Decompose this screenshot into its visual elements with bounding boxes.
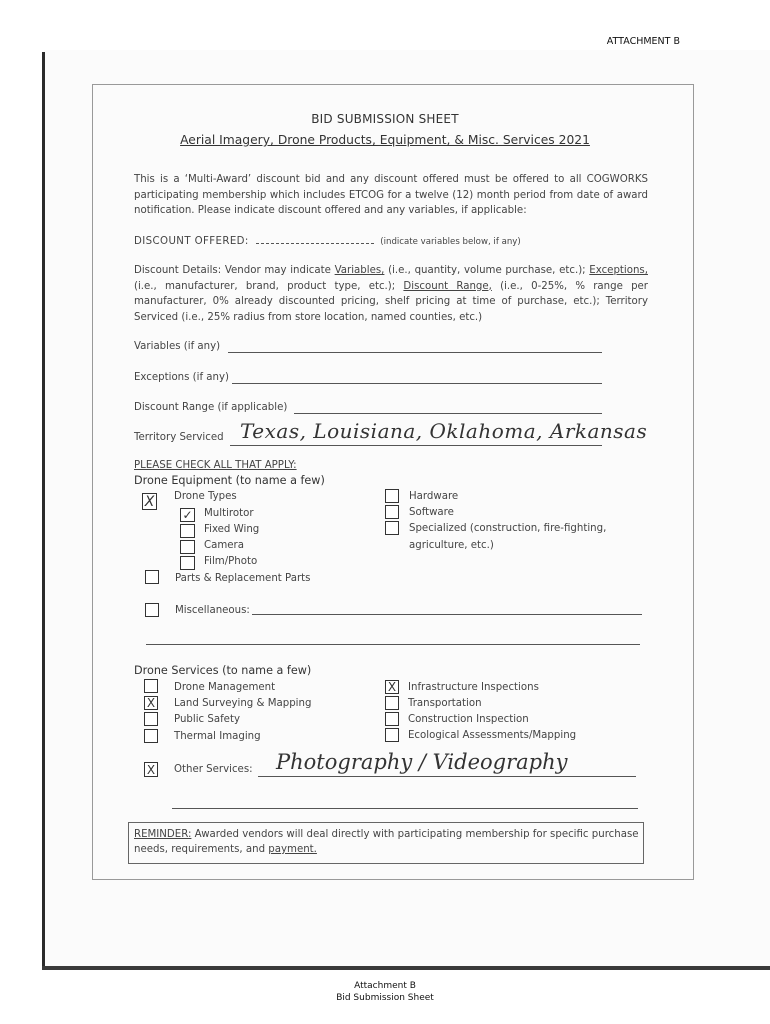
specialized-label-cont: agriculture, etc.) <box>409 540 494 551</box>
reminder-body: Awarded vendors will deal directly with participating membership for specific purchase needs, requirements, and <box>134 829 639 855</box>
services-heading-label: Drone Services <box>134 664 219 677</box>
details-label: Discount Details: <box>134 265 222 276</box>
drone-types-checkbox[interactable] <box>142 493 157 510</box>
other-services-field[interactable] <box>258 776 636 777</box>
ecological-checkbox[interactable] <box>385 728 399 742</box>
variables-field[interactable] <box>228 352 602 353</box>
thermal-imaging-label: Thermal Imaging <box>174 731 261 742</box>
thermal-imaging-checkbox[interactable] <box>144 729 158 743</box>
reminder-label: REMINDER: <box>134 829 192 840</box>
discount-offered-label: DISCOUNT OFFERED: <box>134 236 249 247</box>
infrastructure-mark: X <box>387 680 397 694</box>
equipment-heading <box>134 474 325 487</box>
infrastructure-label: Infrastructure Inspections <box>408 682 539 693</box>
scan-edge-bottom <box>42 966 770 970</box>
other-services-checkbox[interactable] <box>144 762 158 777</box>
software-label: Software <box>409 507 454 518</box>
construction-checkbox[interactable] <box>385 712 399 726</box>
other-services-label: Other Services: <box>174 764 253 775</box>
territory-field[interactable] <box>230 445 602 446</box>
scan-edge-left <box>42 52 45 968</box>
transportation-label: Transportation <box>408 698 482 709</box>
drone-types-label: Drone Types <box>174 491 237 502</box>
public-safety-label: Public Safety <box>174 714 240 725</box>
details-range: Discount Range, <box>403 280 492 292</box>
other-services-mark: X <box>146 763 156 777</box>
details-variables: Variables, <box>334 265 385 276</box>
misc-checkbox[interactable] <box>145 603 159 617</box>
footer <box>0 980 770 1004</box>
exceptions-label: Exceptions (if any) <box>134 372 230 383</box>
parts-label: Parts & Replacement Parts <box>175 573 311 584</box>
exceptions-field[interactable] <box>232 383 602 384</box>
details-text-1: Vendor may indicate <box>221 265 335 276</box>
hardware-label: Hardware <box>409 491 459 502</box>
hardware-checkbox[interactable] <box>385 489 399 503</box>
territory-label: Territory Serviced <box>134 432 224 443</box>
parts-checkbox[interactable] <box>145 570 159 584</box>
equipment-heading-note: (to name a few) <box>232 474 325 487</box>
check-all-heading: PLEASE CHECK ALL THAT APPLY: <box>134 460 297 471</box>
land-surveying-checkbox[interactable] <box>144 696 158 710</box>
misc-field-2[interactable] <box>146 644 640 645</box>
misc-label: Miscellaneous: <box>175 605 250 616</box>
form-title: BID SUBMISSION SHEET <box>311 112 459 126</box>
footer-line-2: Bid Submission Sheet <box>336 993 434 1003</box>
other-services-field-2[interactable] <box>172 808 638 809</box>
discount-offered-note: (indicate variables below, if any) <box>380 237 521 247</box>
variables-label: Variables (if any) <box>134 341 221 352</box>
specialized-checkbox[interactable] <box>385 521 399 535</box>
details-text-4: (i.e., 0-25%, % range per manufacturer, 0% already discounted pricing, shelf pricing at time of purchase, etc.); Territory Serviced (i.e., 25% radius from store location, named counties, etc.) <box>134 280 648 323</box>
camera-label: Camera <box>204 540 244 551</box>
camera-checkbox[interactable] <box>180 540 195 554</box>
drone-management-checkbox[interactable] <box>144 679 158 693</box>
software-checkbox[interactable] <box>385 505 399 519</box>
form-subtitle: Aerial Imagery, Drone Products, Equipment, & Misc. Services 2021 <box>180 133 590 147</box>
drone-types-mark: X <box>144 494 155 510</box>
fixed-wing-checkbox[interactable] <box>180 524 195 538</box>
territory-handwritten: Texas, Louisiana, Oklahoma, Arkansas <box>240 419 648 443</box>
details-text-2: (i.e., quantity, volume purchase, etc.); <box>384 265 590 276</box>
services-heading <box>134 664 311 677</box>
ecological-label: Ecological Assessments/Mapping <box>408 730 577 741</box>
film-photo-label: Film/Photo <box>204 556 258 567</box>
multirotor-label: Multirotor <box>204 508 254 519</box>
misc-field[interactable] <box>252 614 642 615</box>
construction-label: Construction Inspection <box>408 714 529 725</box>
film-photo-checkbox[interactable] <box>180 556 195 570</box>
multirotor-mark: ✓ <box>182 508 193 522</box>
reminder-text <box>134 827 642 857</box>
specialized-label: Specialized (construction, fire-fighting, <box>409 523 607 534</box>
fixed-wing-label: Fixed Wing <box>204 524 260 535</box>
services-heading-note: (to name a few) <box>218 664 312 677</box>
multirotor-checkbox[interactable] <box>180 508 195 522</box>
drone-management-label: Drone Management <box>174 682 276 693</box>
discount-range-field[interactable] <box>294 413 602 414</box>
other-services-handwritten: Photography / Videography <box>276 750 568 774</box>
footer-line-1: Attachment B <box>354 981 416 991</box>
discount-offered-field[interactable] <box>256 234 374 244</box>
details-text-3: (i.e., manufacturer, brand, product type, etc.); <box>134 280 404 292</box>
land-surveying-label: Land Surveying & Mapping <box>174 698 312 709</box>
intro-paragraph: This is a ‘Multi-Award’ discount bid and any discount offered must be offered to all COGWORKS participating membership which includes ETCOG for a twelve (12) month period from date of award notification. Please indicate discount offered and any variables, if applicable: <box>134 174 648 216</box>
details-exceptions: Exceptions, <box>589 265 648 276</box>
discount-range-label: Discount Range (if applicable) <box>134 402 288 413</box>
discount-offered-row <box>134 234 521 247</box>
infrastructure-checkbox[interactable] <box>385 680 399 694</box>
discount-details <box>134 263 648 325</box>
transportation-checkbox[interactable] <box>385 696 399 710</box>
equipment-heading-label: Drone Equipment <box>134 474 233 487</box>
reminder-payment: payment. <box>268 844 317 855</box>
attachment-header: ATTACHMENT B <box>606 36 680 47</box>
land-surveying-mark: X <box>146 696 156 710</box>
public-safety-checkbox[interactable] <box>144 712 158 726</box>
